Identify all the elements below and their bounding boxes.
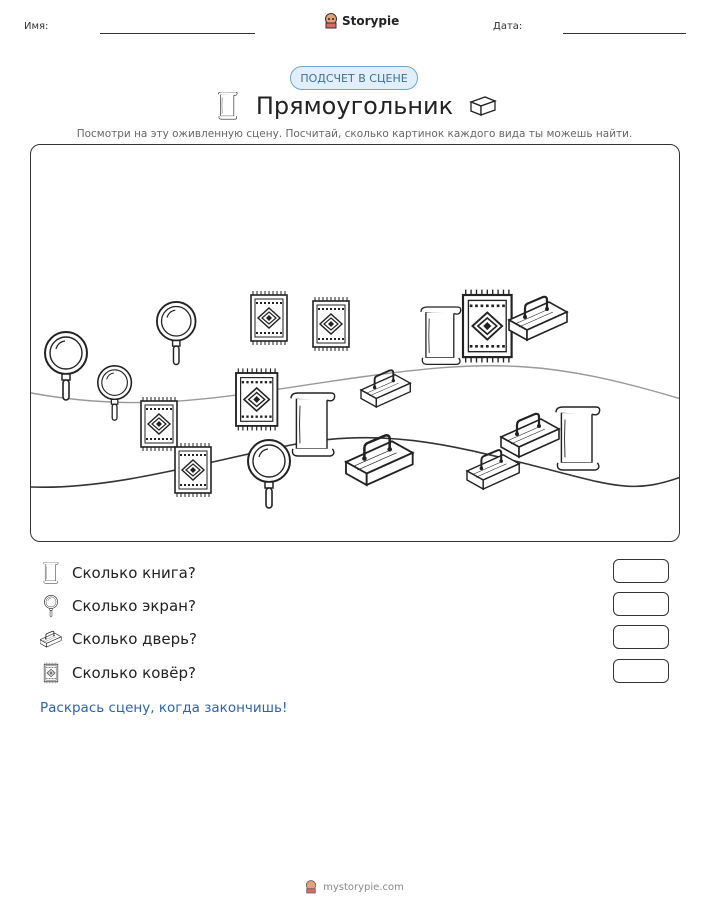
door-block-3 <box>346 435 413 485</box>
answer-box-magnifier[interactable] <box>613 592 669 616</box>
magnifier-icon <box>40 595 62 617</box>
answer-box-scroll[interactable] <box>613 559 669 583</box>
scroll-2 <box>291 393 335 456</box>
magnifier-2 <box>157 302 196 365</box>
question-text: Сколько экран? <box>72 597 196 615</box>
storypie-mascot-icon <box>305 880 317 894</box>
rug-6 <box>463 290 512 363</box>
rug-3 <box>236 368 277 430</box>
date-label: Дата: <box>493 21 523 32</box>
box-icon <box>467 94 499 118</box>
question-text: Сколько дверь? <box>72 630 197 648</box>
scroll-3 <box>556 407 600 470</box>
name-line[interactable] <box>100 33 255 34</box>
question-magnifier <box>40 593 196 619</box>
scroll-icon <box>40 562 62 584</box>
rug-4 <box>141 397 177 451</box>
scroll-1 <box>421 307 461 364</box>
magnifier-3 <box>98 366 132 420</box>
counting-scene[interactable] <box>30 144 680 542</box>
storypie-mascot-icon <box>324 13 338 29</box>
door-block-icon <box>40 628 62 650</box>
brand-name: Storypie <box>342 14 400 28</box>
activity-tag: ПОДСЧЕТ В СЦЕНЕ <box>290 66 418 90</box>
door-block-1 <box>509 297 567 340</box>
door-block-4 <box>501 414 559 457</box>
answer-box-rug[interactable] <box>613 659 669 683</box>
rug-2 <box>313 297 349 351</box>
answer-box-door[interactable] <box>613 625 669 649</box>
footer-url[interactable]: mystorypie.com <box>323 881 404 893</box>
date-line[interactable] <box>563 33 686 34</box>
question-door <box>40 626 197 652</box>
rug-icon <box>40 662 62 684</box>
rug-1 <box>251 291 287 345</box>
question-rug <box>40 660 196 686</box>
question-text: Сколько ковёр? <box>72 664 196 682</box>
brand-logo <box>324 13 399 29</box>
name-label: Имя: <box>24 21 49 32</box>
instructions: Посмотри на эту оживленную сцену. Посчитай, сколько картинок каждого вида ты можешь найти. <box>76 128 633 140</box>
magnifier-1 <box>45 332 87 400</box>
page-title: Прямоугольник <box>255 92 454 120</box>
scene-drawing <box>31 145 680 542</box>
magnifier-4 <box>248 440 290 508</box>
finish-message: Раскрась сцену, когда закончишь! <box>40 700 288 716</box>
rug-5 <box>175 443 211 497</box>
question-text: Сколько книга? <box>72 564 196 582</box>
footer <box>0 880 709 894</box>
question-scroll <box>40 560 196 586</box>
